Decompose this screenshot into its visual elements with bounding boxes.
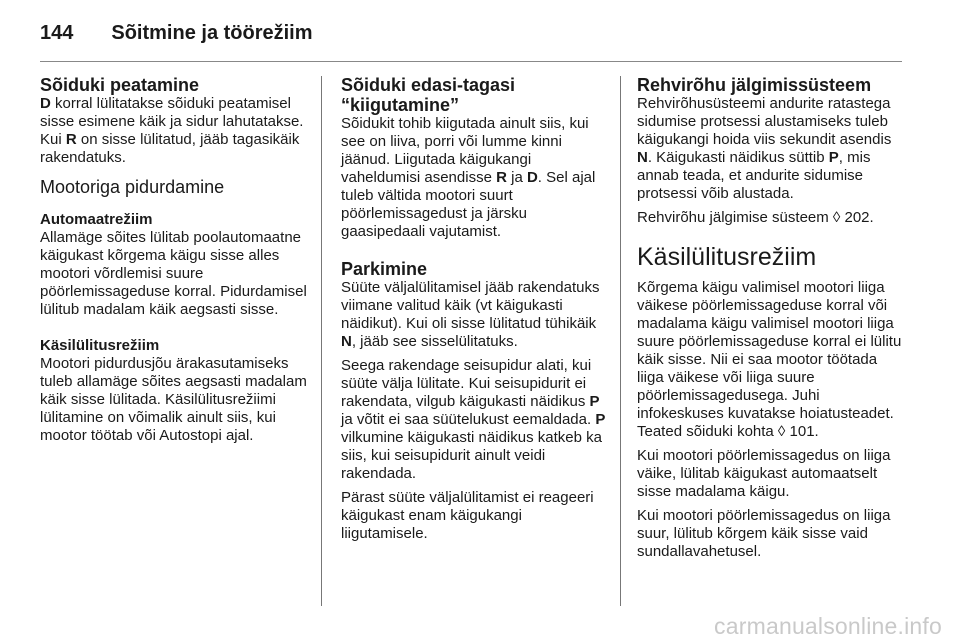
paragraph-kasilulitus-3: Kui mootori pöörlemissagedus on liiga suur, lülitub kõrgem käik sisse vaid sundallavahetusel. [637,507,891,560]
paragraph-parkimine-3: Pärast süüte väljalülitamist ei reageeri käigukast enam käigukangi liigutamisele. [341,489,594,542]
page-header [40,22,313,45]
column-2 [341,75,607,549]
heading-soiduki-peatamine: Sõiduki peatamine [40,75,200,95]
column-divider-2 [620,76,621,606]
heading-kasilulitusreziim: Käsilülitusrežiim [637,243,817,271]
column-divider-1 [321,76,322,606]
heading-parkimine: Parkimine [341,259,428,279]
heading-mootoriga-pidurdamine: Mootoriga pidurdamine [40,177,225,197]
subheading-kasilulitusreziim: Käsilülitusrežiim [40,337,160,354]
paragraph-kasilulitus-1: Kõrgema käigu valimisel mootori liiga väikese pöörlemissageduse korral või madalama käigu valimisel mootori liiga suure pöörlemissageduse korral ei lülitu käik sisse. Nii ei saa mootor töötada liiga väikese või liiga suure pöörlemissagedusega. Juhi infokeskuses kuvatakse hoiatusteadet. Teated sõiduki kohta ◊ 101. [637,279,902,440]
paragraph-rehvirohu-1: Rehvirõhusüsteemi andurite ratastega sidumise protsessi alustamiseks tuleb käigukangi hoida viis sekundit asendis N. Käigukasti näidikus süttib P, mis annab teada, et andurite sidumise protsessi võib alustada. [637,95,892,202]
header-rule [40,61,902,62]
chapter-title: Sõitmine ja töörežiim [111,22,313,44]
subheading-automaatreziim: Automaatrežiim [40,211,153,228]
paragraph-automaatreziim: Allamäge sõites lülitab poolautomaatne käigukast kõrgema käigu sisse alles mootori võrdlemisi suure pöörlemissageduse korral. Pidurdamisel lülitub madalam käik aegsasti sisse. [40,229,307,318]
heading-rehvirohu: Rehvirõhu jälgimissüsteem [637,75,872,95]
watermark: carmanualsonline.info [714,613,942,639]
heading-edasi-tagasi: Sõiduki edasi-tagasi “kiigutamine” [341,75,516,115]
paragraph-parkimine-1: Süüte väljalülitamisel jääb rakendatuks viimane valitud käik (vt käigukasti näidikut). Kui oli sisse lülitatud tühikäik N, jääb see sisselülitatuks. [341,279,600,350]
paragraph-kasilulitusreziim: Mootori pidurdusjõu ärakasutamiseks tuleb allamäge sõites aegsasti madalam käik sisse lülitada. Käsilülitusrežiimi lülitamine on võimalik ainult siis, kui mootor töötab või Autostopi ajal. [40,355,307,444]
paragraph-parkimine-2: Seega rakendage seisupidur alati, kui süüte välja lülitate. Kui seisupidurit ei rakendata, vilgub käigukasti näidikus P ja võtit ei saa süütelukust eemaldada. P vilkumine käigukasti näidikus katkeb ka siis, kui seisupidurit ainult veidi rakendada. [341,357,606,482]
paragraph-peatamine: D korral lülitatakse sõiduki peatamisel sisse esimene käik ja sidur lahutatakse. Kui R on sisse lülitatud, jääb tagasikäik rakendatuks. [40,95,304,166]
column-1 [40,75,308,451]
paragraph-kasilulitus-2: Kui mootori pöörlemissagedus on liiga väike, lülitab käigukast automaatselt sisse madalama käigu. [637,447,891,500]
paragraph-rehvirohu-2: Rehvirõhu jälgimise süsteem ◊ 202. [637,209,874,226]
column-3 [637,75,903,567]
paragraph-edasi-tagasi: Sõidukit tohib kiigutada ainult siis, kui see on liiva, porri või lumme kinni jäänud. Liigutada käigukangi vaheldumisi asendisse R ja D. Sel ajal tuleb vältida mootori suurt pöörlemissagedust ja järsku gaasipedaali vajutamist. [341,115,596,240]
page-number: 144 [40,22,74,44]
